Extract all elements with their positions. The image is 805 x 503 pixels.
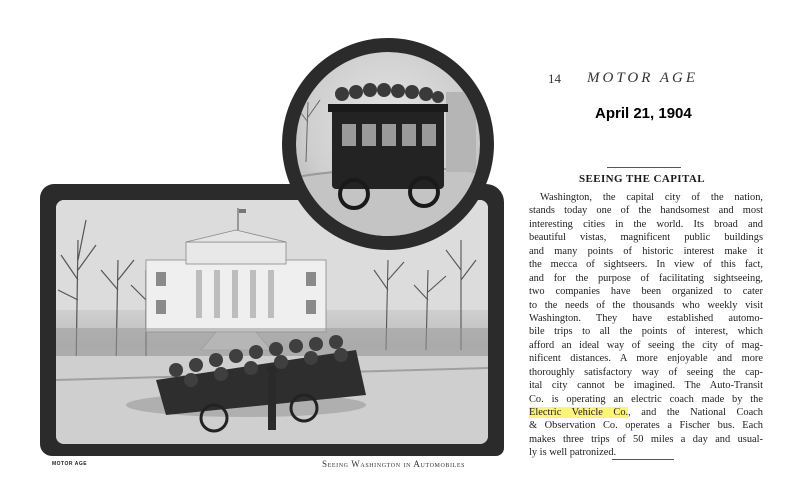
text-line-rest: , and the National Coach [628,407,763,418]
text-line: Co. is operating an electric coach made by the [529,393,763,405]
text-line: afford an ideal way of seeing the city of mag- [529,339,763,351]
text-line: & Observation Co. operates a Fischer bus. Each [529,420,763,432]
text-line: the mecca of sightseers. In view of this fact, [529,259,763,271]
article-body [529,191,763,460]
text-line: nificent distances. A more enjoyable and more [529,353,763,365]
text-line: ly is well patronized. [529,447,617,459]
article-title: SEEING THE CAPITAL [579,173,705,185]
page-number: 14 [548,71,561,86]
end-rule [612,459,674,460]
publication-title: MOTOR AGE [587,70,699,86]
double-decker-bus-photo [296,52,480,236]
text-line: Washington. They have established automo- [529,312,763,324]
text-line: beautiful vistas, magnificent public buildings [529,232,763,244]
text-line: stands today one of the handsomest and most [529,205,763,217]
text-line: bile trips to all the points of interest, which [529,326,763,338]
divider-rule [607,167,681,168]
text-line: makes three trips of 50 miles a day and usual- [529,433,763,445]
text-line: interesting cities in the world. Its broad and [529,218,763,230]
text-line: and for the purpose of facilitating sightseeing, [529,272,763,284]
text-line: and many points of historic interest make it [529,245,763,257]
text-line: to the needs of the thousands who weekly visit [529,299,763,311]
text-line: Washington, the capital city of the nation, [540,192,763,203]
photo-credit: MOTOR AGE [52,461,88,467]
text-line: thoroughly satisfactory way of seeing the cap- [529,366,763,378]
text-line: two companies have been organized to cater [529,286,763,298]
text-line-highlighted [529,406,763,419]
text-line: ital city cannot be imagined. The Auto-Transit [529,380,763,392]
issue-date: April 21, 1904 [595,105,692,122]
highlighted-company-name: Electric Vehicle Co. [529,407,629,418]
photo-caption: Seeing Washington in Automobiles [322,459,466,469]
